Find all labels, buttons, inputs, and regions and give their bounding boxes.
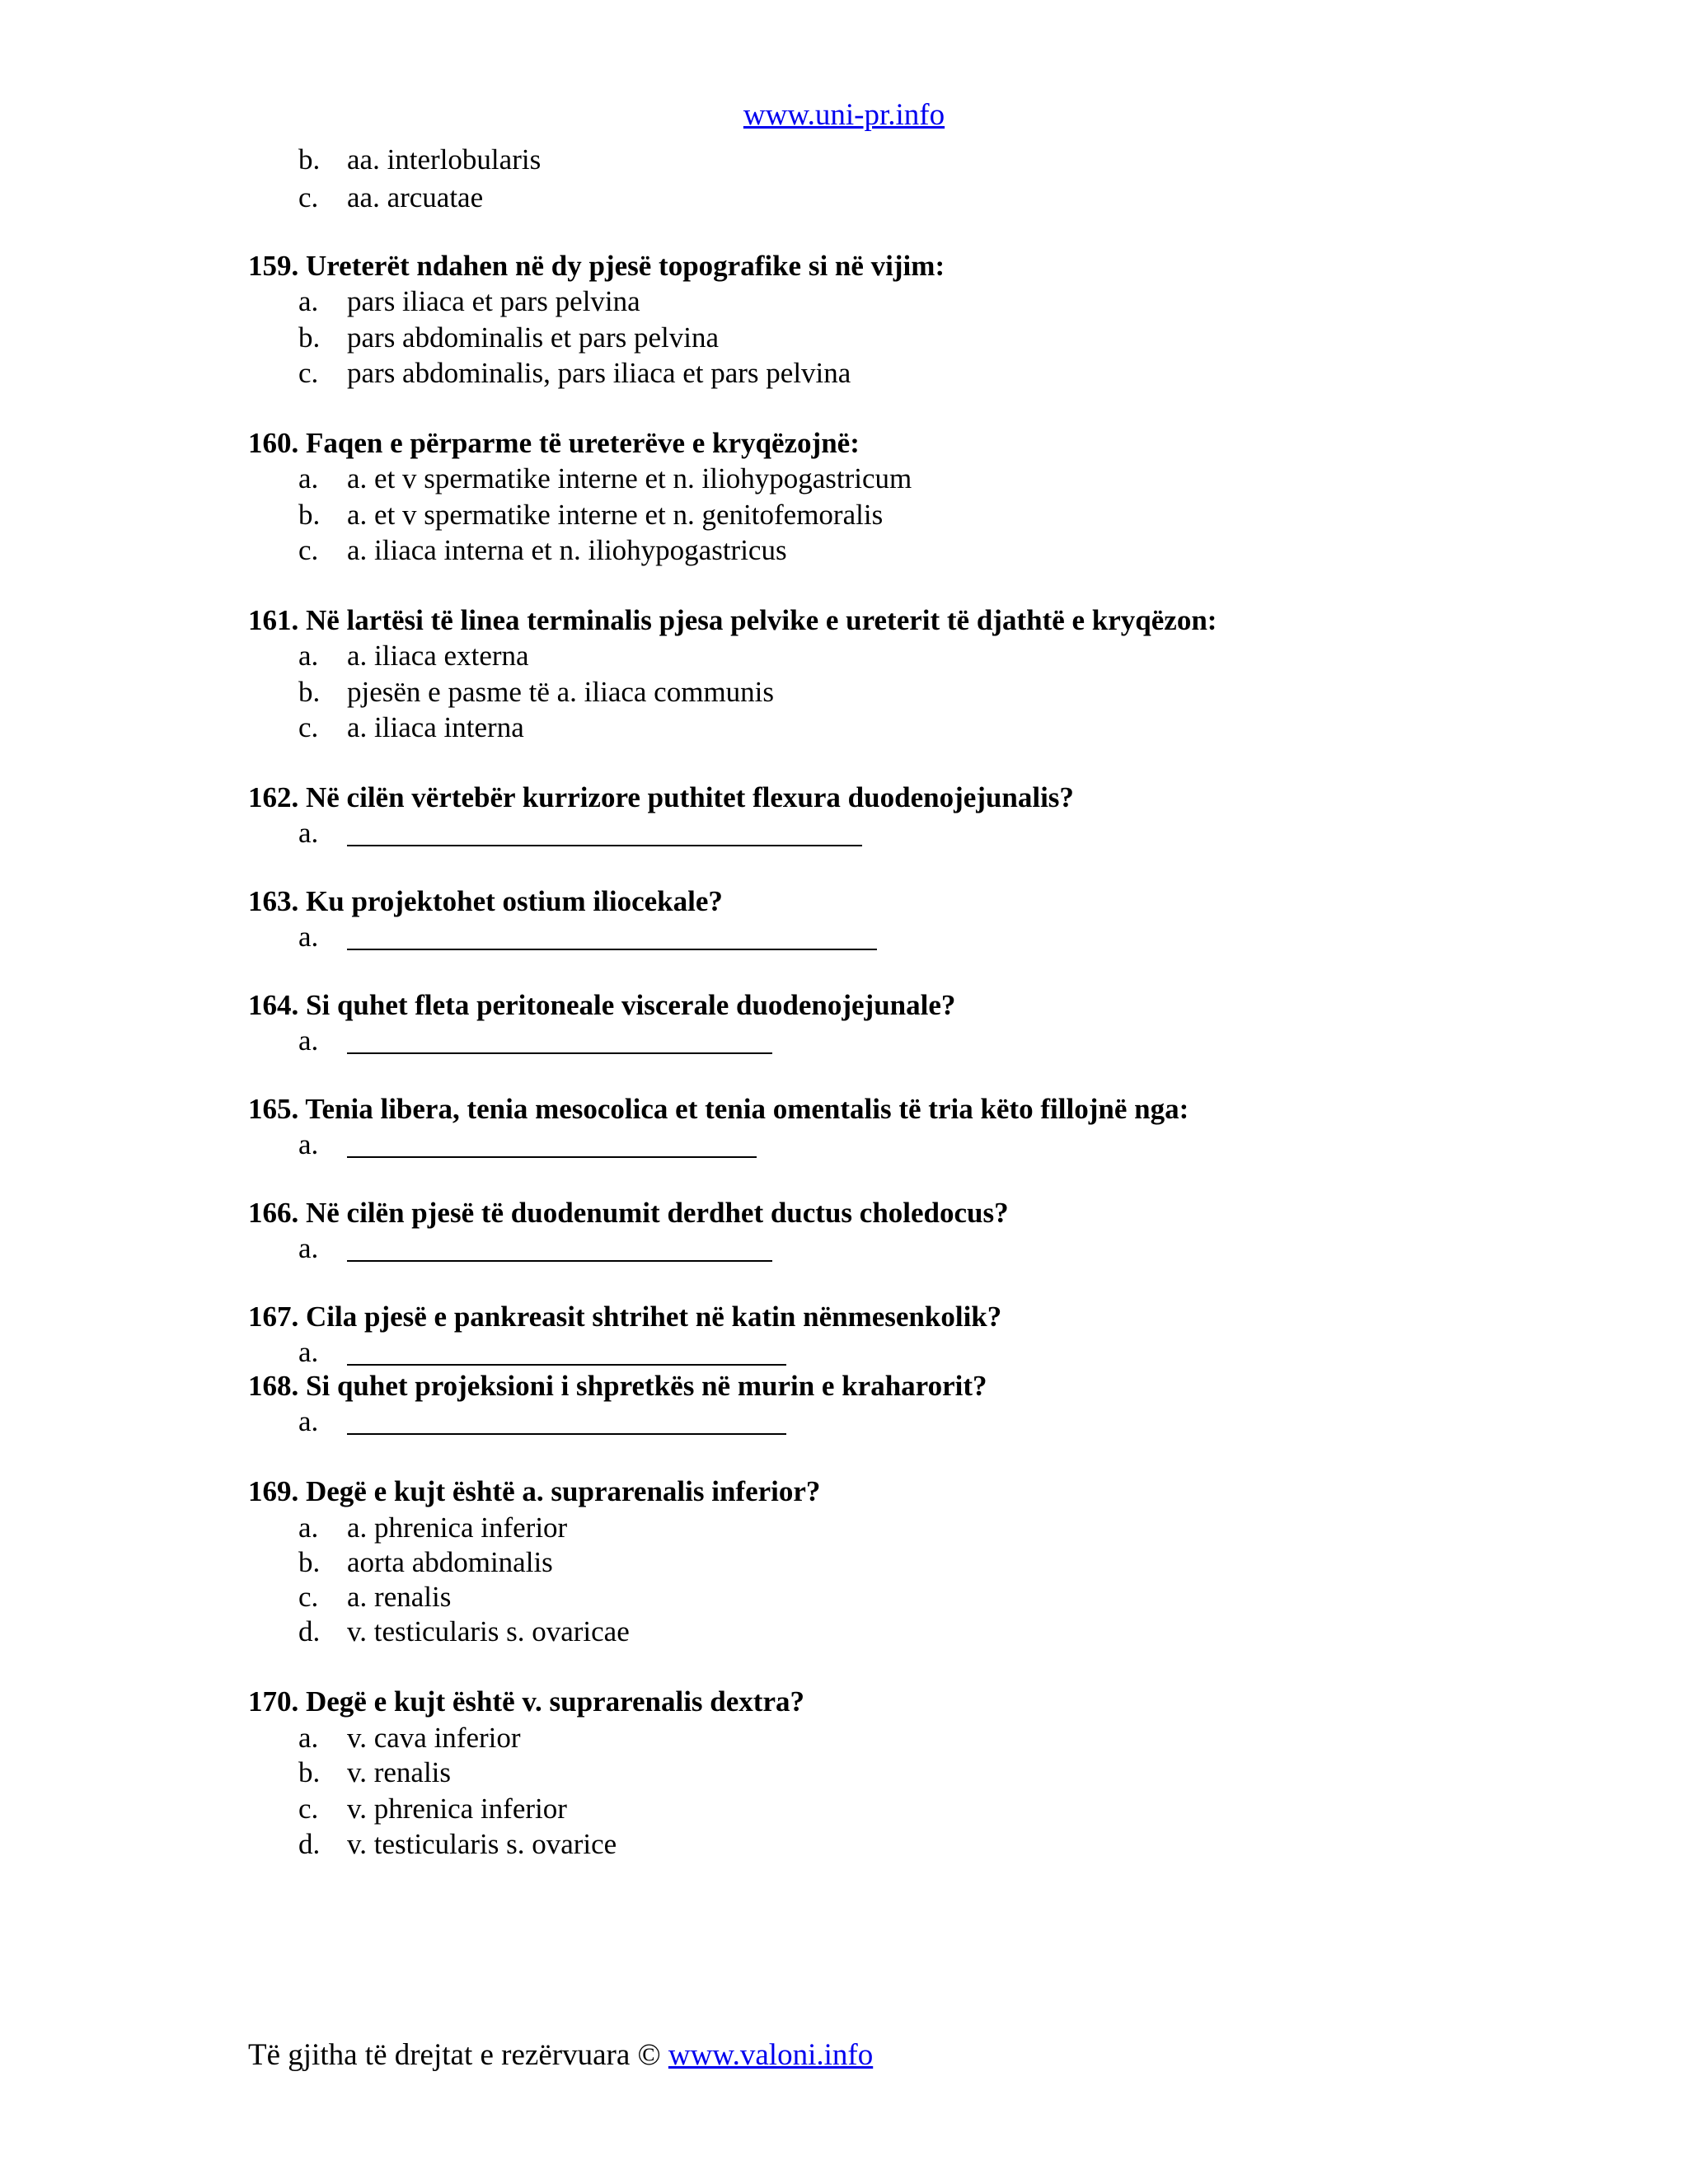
question-169: 169. Degë e kujt është a. suprarenalis inferior? [248,1475,821,1507]
option-letter: c. [298,711,319,743]
option-text: v. cava inferior [347,1722,521,1754]
option-letter: a. [298,285,319,317]
header-link[interactable]: www.uni-pr.info [743,98,945,132]
option-letter: b. [298,321,321,354]
option-letter: d. [298,1615,321,1647]
question-163: 163. Ku projektohet ostium iliocekale? [248,885,723,917]
option-letter: c. [298,357,319,389]
option-a [298,817,862,850]
option-a [298,1024,772,1057]
option-text: pjesën e pasme të a. iliaca communis [347,676,775,708]
option-letter: a. [298,640,319,672]
option-letter: a. [298,462,319,494]
option-b [298,321,719,354]
option-a [298,921,877,954]
option-letter: a. [298,1024,319,1057]
option-a [298,1511,567,1544]
question-159: 159. Ureterët ndahen në dy pjesë topografike si në vijim: [248,250,945,282]
option-text: v. testicularis s. ovarice [347,1828,617,1860]
option-c [298,711,524,744]
question-162: 162. Në cilën vërtebër kurrizore puthitet flexura duodenojejunalis? [248,781,1074,813]
option-text: a. et v spermatike interne et n. genitofemoralis [347,499,884,531]
option-a [298,462,912,495]
option-b [298,143,541,176]
option-letter: c. [298,534,319,566]
option-letter: a. [298,817,319,849]
answer-blank[interactable] [347,1336,786,1366]
option-text: a. iliaca interna [347,711,524,743]
option-text: v. phrenica inferior [347,1793,567,1825]
option-letter: c. [298,181,319,213]
option-text: a. renalis [347,1581,452,1613]
option-letter: b. [298,676,321,708]
option-c [298,357,851,390]
option-text: aa. arcuatae [347,181,484,213]
option-letter: b. [298,1756,321,1788]
option-letter: a. [298,1722,319,1754]
option-text: a. iliaca interna et n. iliohypogastricus [347,534,787,566]
option-letter: a. [298,1232,319,1264]
option-letter: c. [298,1793,319,1825]
option-a [298,1405,786,1438]
question-160: 160. Faqen e përparme të ureterëve e kryqëzojnë: [248,427,860,459]
option-text: pars abdominalis, pars iliaca et pars pelvina [347,357,851,389]
option-letter: c. [298,1581,319,1613]
option-d [298,1615,630,1648]
option-text: a. phrenica inferior [347,1511,568,1544]
option-letter: a. [298,1511,319,1544]
question-166: 166. Në cilën pjesë të duodenumit derdhet ductus choledocus? [248,1197,1009,1229]
option-text: a. iliaca externa [347,640,529,672]
option-text: pars abdominalis et pars pelvina [347,321,719,354]
answer-blank[interactable] [347,1232,772,1262]
option-letter: b. [298,143,321,176]
option-text: pars iliaca et pars pelvina [347,285,640,317]
option-a [298,1722,521,1755]
option-letter: d. [298,1828,321,1860]
answer-blank[interactable] [347,921,877,950]
option-c [298,534,787,567]
question-168: 168. Si quhet projeksioni i shpretkës në murin e kraharorit? [248,1370,987,1402]
footer [248,2037,873,2073]
option-c [298,1581,451,1614]
option-letter: a. [298,921,319,953]
option-c [298,181,483,214]
option-letter: b. [298,1546,321,1578]
question-167: 167. Cila pjesë e pankreasit shtrihet në katin nënmesenkolik? [248,1301,1002,1333]
option-letter: a. [298,1128,319,1160]
option-a [298,1128,757,1161]
option-d [298,1828,617,1861]
question-165: 165. Tenia libera, tenia mesocolica et tenia omentalis të tria këto fillojnë nga: [248,1093,1189,1125]
option-text: v. renalis [347,1756,452,1788]
option-letter: a. [298,1336,319,1368]
footer-link[interactable]: www.valoni.info [668,2038,874,2072]
option-text: aa. interlobularis [347,143,542,176]
answer-blank[interactable] [347,1128,757,1158]
option-a [298,1232,772,1265]
question-164: 164. Si quhet fleta peritoneale viscerale duodenojejunale? [248,989,956,1021]
option-text: a. et v spermatike interne et n. iliohypogastricum [347,462,912,494]
option-a [298,1336,786,1369]
option-text: aorta abdominalis [347,1546,553,1578]
answer-blank[interactable] [347,1405,786,1435]
question-161: 161. Në lartësi të linea terminalis pjesa pelvike e ureterit të djathtë e kryqëzon: [248,604,1217,636]
option-text: v. testicularis s. ovaricae [347,1615,630,1647]
option-letter: a. [298,1405,319,1437]
footer-copyright: Të gjitha të drejtat e rezërvuara © [248,2038,668,2072]
option-b [298,499,883,532]
question-170: 170. Degë e kujt është v. suprarenalis dextra? [248,1685,804,1718]
option-a [298,285,640,318]
option-b [298,1756,451,1789]
option-c [298,1793,567,1825]
answer-blank[interactable] [347,817,862,846]
option-b [298,676,774,709]
option-b [298,1546,553,1579]
option-a [298,640,529,673]
answer-blank[interactable] [347,1024,772,1054]
option-letter: b. [298,499,321,531]
